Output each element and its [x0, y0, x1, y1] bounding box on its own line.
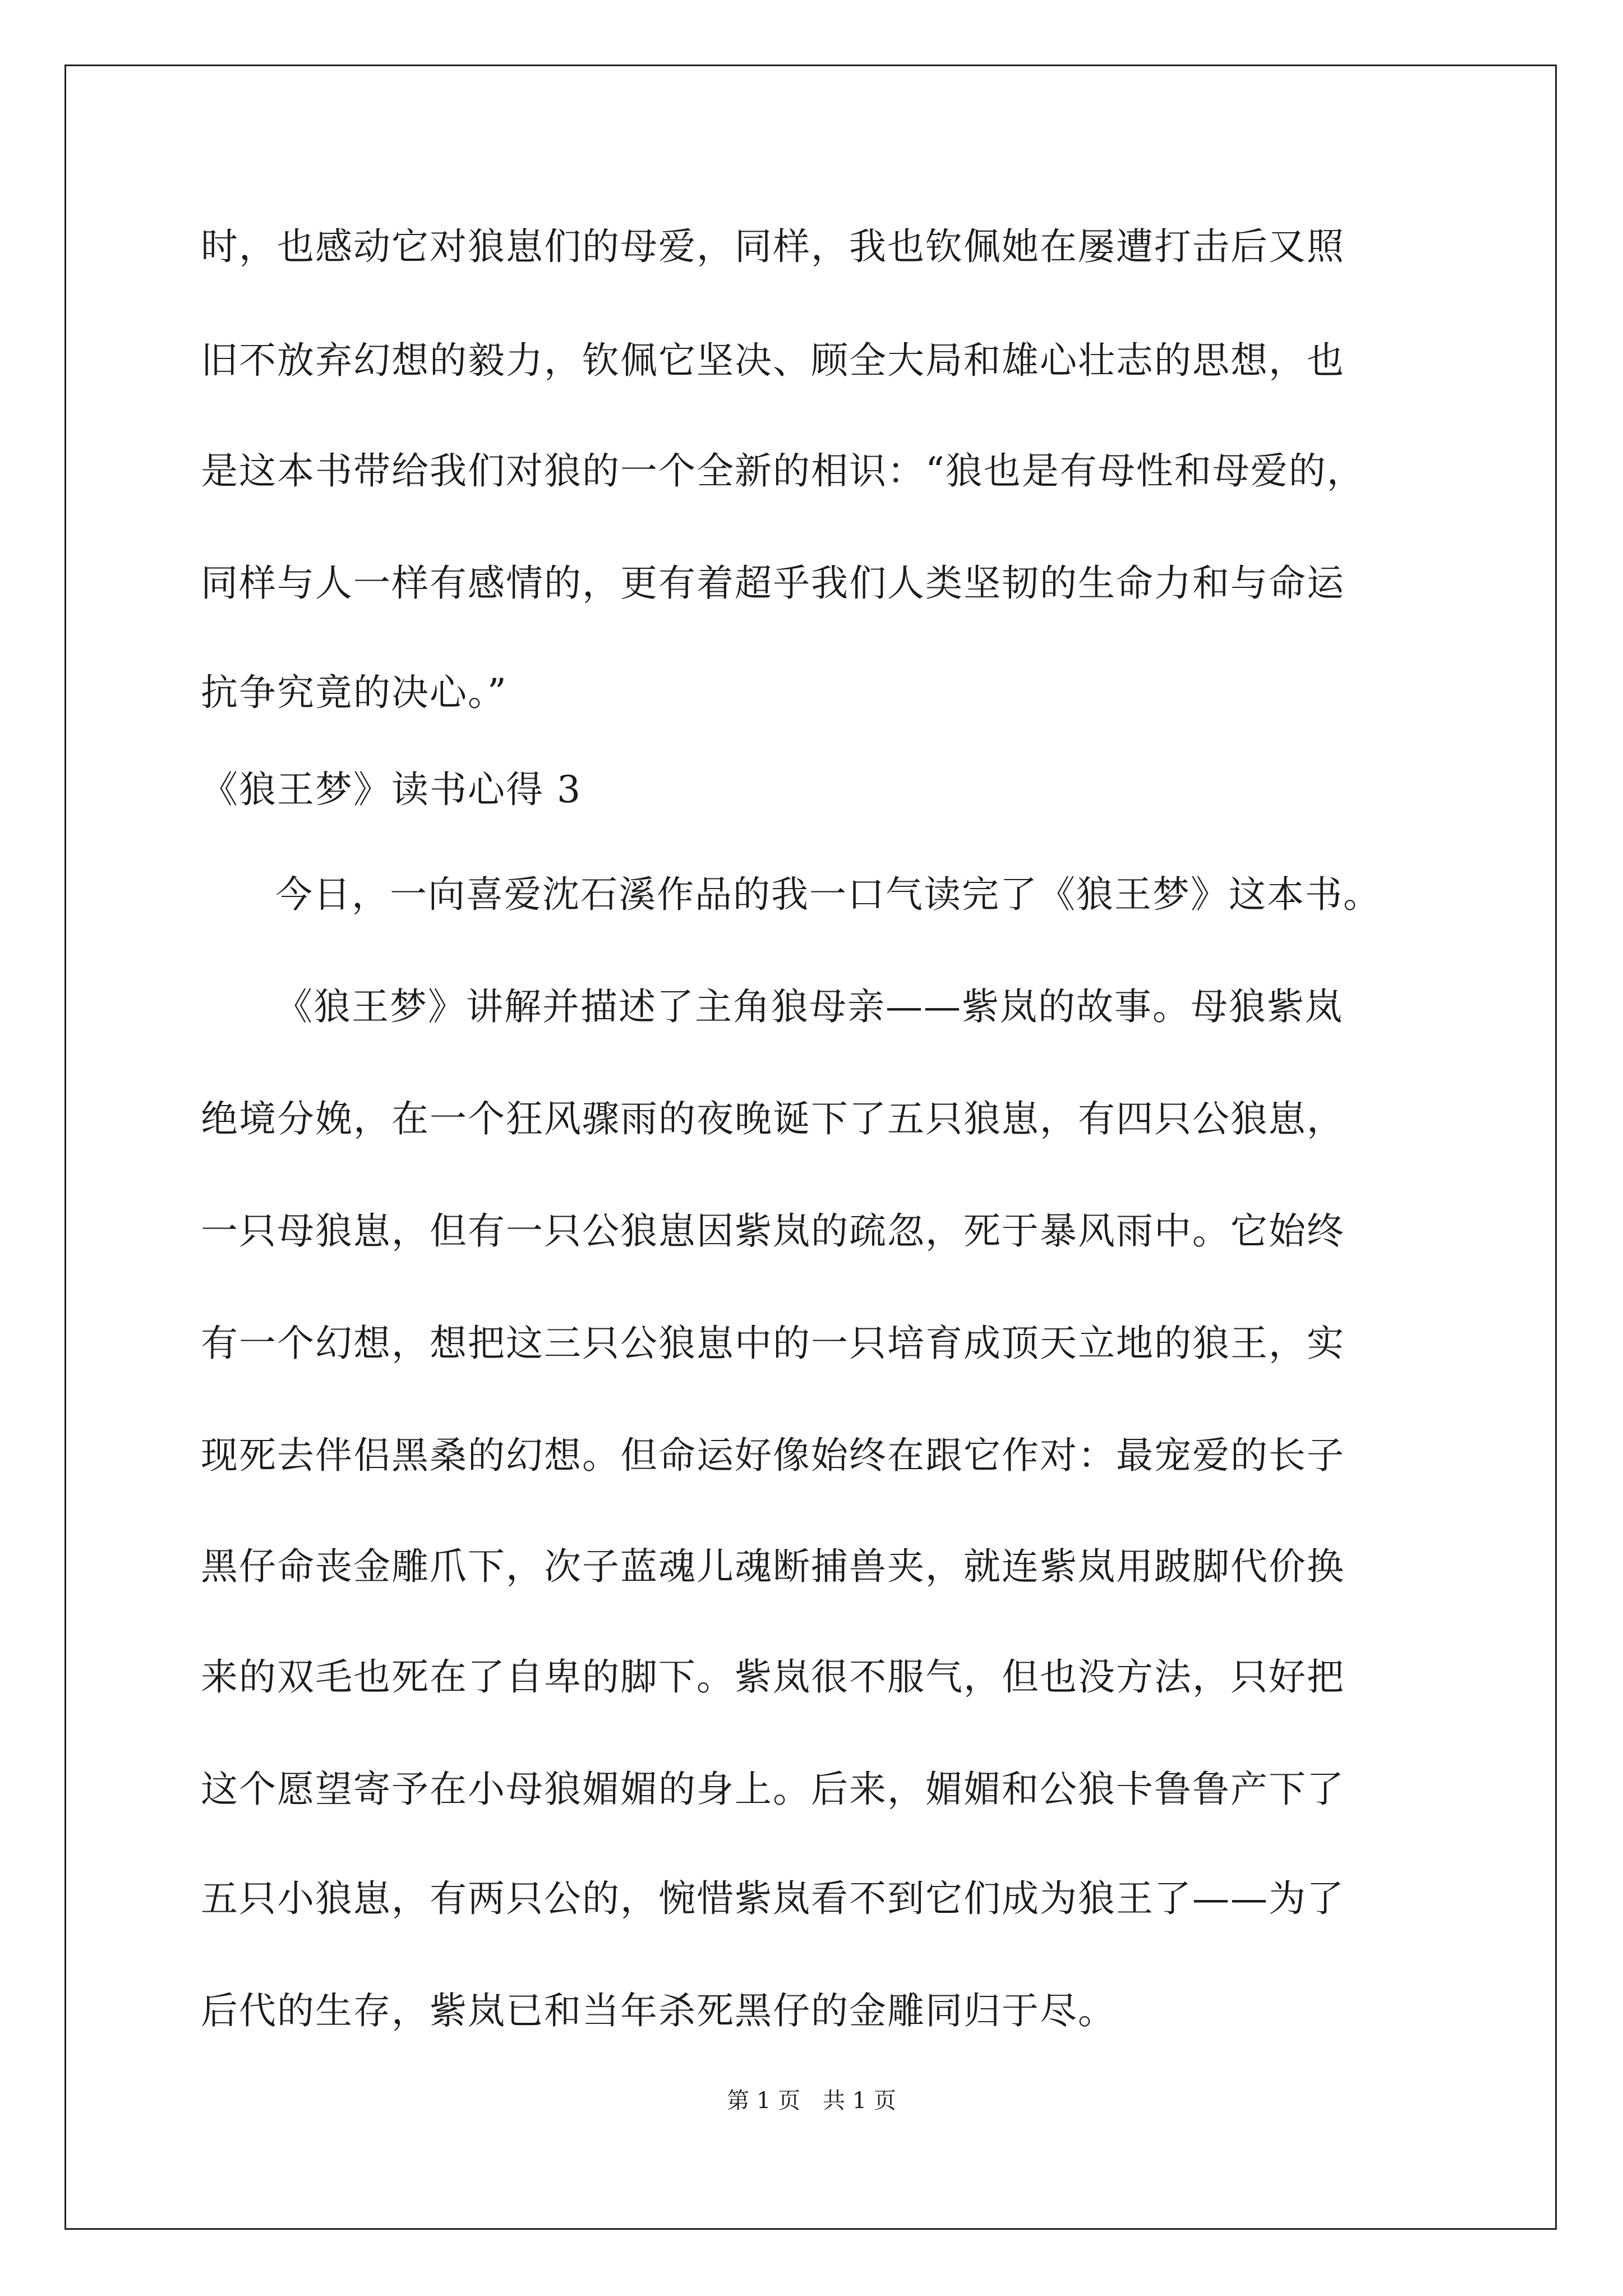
- section-heading: 《狼王梦》读书心得 3: [201, 768, 582, 811]
- body-text-line: 一只母狼崽，但有一只公狼崽因紫岚的疏忽，死于暴风雨中。它始终: [201, 1209, 1345, 1253]
- body-text-line: 这个愿望寄予在小母狼媚媚的身上。后来，媚媚和公狼卡鲁鲁产下了: [201, 1768, 1345, 1811]
- body-text-line: 同样与人一样有感情的，更有着超乎我们人类坚韧的生命力和与命运: [201, 562, 1345, 605]
- body-text-line: 旧不放弃幻想的毅力，钦佩它坚决、顾全大局和雄心壮志的思想，也: [201, 339, 1345, 382]
- body-text-line: 五只小狼崽，有两只公的，惋惜紫岚看不到它们成为狼王了——为了: [201, 1877, 1345, 1920]
- body-text-line: 是这本书带给我们对狼的一个全新的相识：“狼也是有母性和母爱的，: [201, 449, 1365, 493]
- paragraph-intro: 今日，一向喜爱沈石溪作品的我一口气读完了《狼王梦》这本书。: [275, 873, 1381, 916]
- body-text-line: 《狼王梦》讲解并描述了主角狼母亲——紫岚的故事。母狼紫岚: [275, 985, 1343, 1028]
- body-text-line: 后代的生存，紫岚已和当年杀死黑仔的金雕同归于尽。: [201, 1989, 1116, 2032]
- page-number-footer: 第 1 页 共 1 页: [727, 2088, 896, 2114]
- body-text-line: 现死去伴侣黑桑的幻想。但命运好像始终在跟它作对：最宠爱的长子: [201, 1434, 1345, 1477]
- body-text-line: 来的双毛也死在了自卑的脚下。紫岚很不服气，但也没方法，只好把: [201, 1655, 1345, 1699]
- body-text-line: 黑仔命丧金雕爪下，次子蓝魂儿魂断捕兽夹，就连紫岚用跛脚代价换: [201, 1545, 1345, 1588]
- body-text-line: 绝境分娩，在一个狂风骤雨的夜晚诞下了五只狼崽，有四只公狼崽，: [201, 1097, 1345, 1140]
- body-text-line: 抗争究竟的决心。”: [201, 671, 508, 714]
- body-text-line: 有一个幻想，想把这三只公狼崽中的一只培育成顶天立地的狼王，实: [201, 1322, 1345, 1365]
- body-text-line: 时，也感动它对狼崽们的母爱，同样，我也钦佩她在屡遭打击后又照: [201, 225, 1345, 268]
